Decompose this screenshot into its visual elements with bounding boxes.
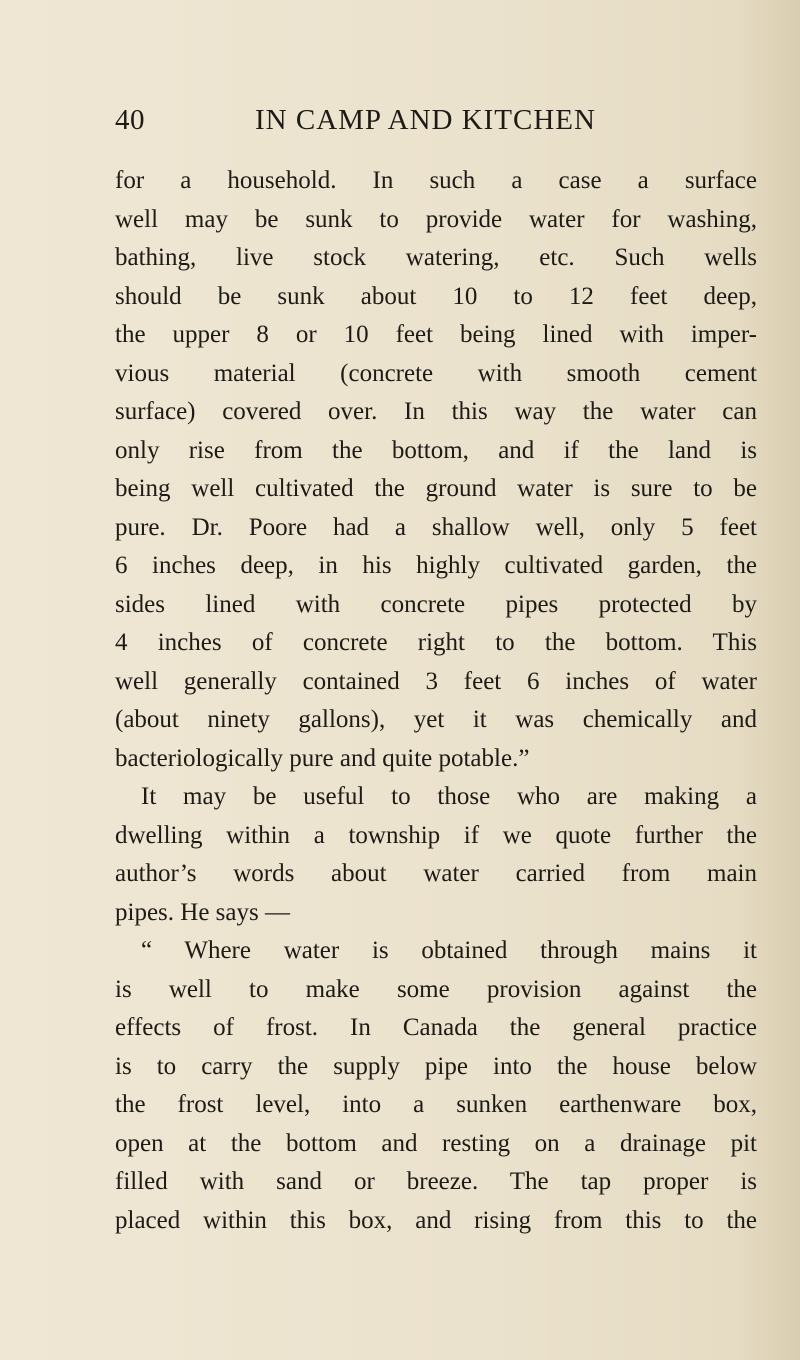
text-line: placed within this box, and rising from this to the — [115, 1206, 757, 1234]
text-line: surface) covered over. In this way the water can — [115, 398, 757, 425]
text-line: 6 inches deep, in his highly cultivated garden, the — [115, 552, 757, 579]
text-line: pure. Dr. Poore had a shallow well, only 5 feet — [115, 513, 757, 541]
text-line: “ Where water is obtained through mains it — [141, 937, 757, 964]
running-title: IN CAMP AND KITCHEN — [255, 104, 596, 136]
text-line: author’s words about water carried from main — [115, 860, 757, 887]
text-line: being well cultivated the ground water is sure to be — [115, 475, 757, 502]
page-header — [115, 104, 755, 144]
text-line: bacteriologically pure and quite potable.” — [115, 744, 530, 772]
text-line: only rise from the bottom, and if the land is — [115, 436, 757, 464]
text-line: is well to make some provision against the — [115, 975, 757, 1003]
text-line: the upper 8 or 10 feet being lined with imper- — [115, 321, 757, 348]
body-text — [115, 162, 757, 1240]
text-line: for a household. In such a case a surface — [115, 167, 757, 194]
text-line: dwelling within a township if we quote further the — [115, 821, 757, 849]
text-line: sides lined with concrete pipes protected by — [115, 590, 757, 618]
text-line: bathing, live stock watering, etc. Such wells — [115, 244, 757, 271]
text-line: well generally contained 3 feet 6 inches of water — [115, 667, 757, 695]
text-line: open at the bottom and resting on a drainage pit — [115, 1129, 757, 1157]
text-line: 4 inches of concrete right to the bottom. This — [115, 629, 757, 656]
text-line: the frost level, into a sunken earthenware box, — [115, 1091, 757, 1118]
text-line: (about ninety gallons), yet it was chemically and — [115, 706, 757, 733]
page-number: 40 — [115, 104, 145, 136]
text-line: It may be useful to those who are making a — [141, 783, 757, 810]
text-line: pipes. He says — — [115, 898, 290, 926]
text-line: effects of frost. In Canada the general practice — [115, 1014, 757, 1041]
text-line: well may be sunk to provide water for washing, — [115, 205, 757, 233]
text-line: filled with sand or breeze. The tap proper is — [115, 1168, 757, 1195]
text-line: is to carry the supply pipe into the house below — [115, 1052, 757, 1080]
text-line: should be sunk about 10 to 12 feet deep, — [115, 282, 757, 310]
text-line: vious material (concrete with smooth cement — [115, 359, 757, 387]
